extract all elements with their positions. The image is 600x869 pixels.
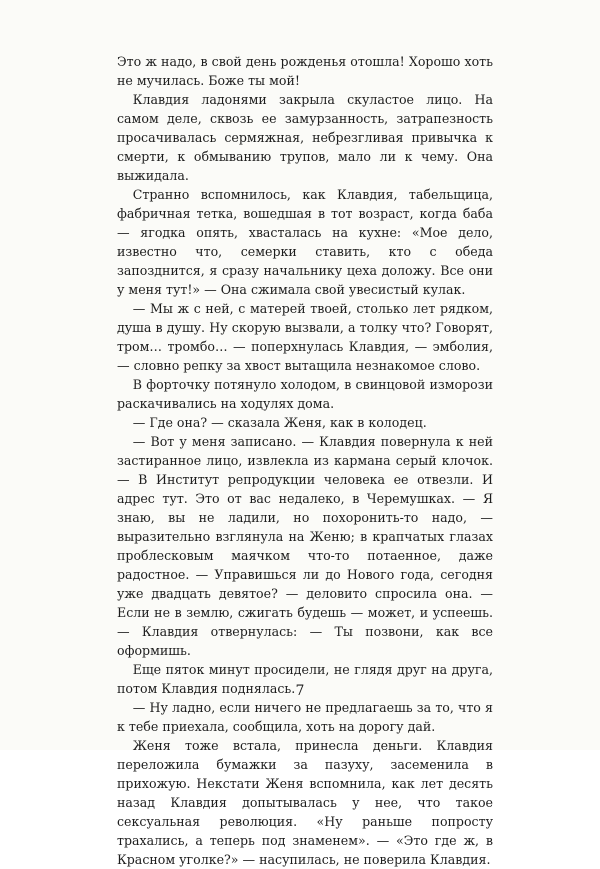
body-text <box>117 52 493 869</box>
paragraph: — Ну ладно, если ничего не предлагаешь за то, что я к тебе приехала, сообщила, хоть на дорогу дай. <box>117 700 493 734</box>
paragraph: В форточку потянуло холодом, в свинцовой изморози раскачивались на ходулях дома. <box>117 377 493 411</box>
paragraph: Еще пяток минут просидели, не глядя друг на друга, потом Клавдия поднялась. <box>117 662 493 696</box>
paragraph: — Где она? — сказала Женя, как в колодец. <box>132 415 427 430</box>
paragraph: — Мы ж с ней, с матерей твоей, столько лет рядком, душа в душу. Ну скорую вызвали, а толку что? Говорят, тром… тромбо… — поперхнулась Клавдия, — эмболия, — словно репку за хвост вытащила незнакомое слово. <box>117 301 493 373</box>
paragraph: Клавдия ладонями закрыла скуластое лицо. На самом деле, сквозь ее замурзанность, затрапезность просачивалась сермяжная, небрезгливая привычка к смерти, к обмыванию трупов, мало ли к чему. Она выжидала. <box>117 92 493 183</box>
paragraph: Это ж надо, в свой день рожденья отошла! Хорошо хоть не мучилась. Боже ты мой! <box>117 54 493 88</box>
page-number: 7 <box>295 683 305 699</box>
paragraph: Странно вспомнилось, как Клавдия, табельщица, фабричная тетка, вошедшая в тот возраст, когда баба — ягодка опять, хвасталась на кухне: «Мое дело, известно что, семерки ставить, кто с обеда запозднится, я сразу начальнику цеха доложу. Все они у меня тут!» — Она сжимала свой увесистый кулак. <box>117 187 493 297</box>
paragraph: — Вот у меня записано. — Клавдия повернула к ней застиранное лицо, извлекла из кармана серый клочок. — В Институт репродукции человека ее отвезли. И адрес тут. Это от вас недалеко, в Черемушках. — Я знаю, вы не ладили, но похоронить-то надо, — выразительно взглянула на Женю; в крапчатых глазах проблесковым маячком что-то потаенное, даже радостное. — Управишься ли до Нового года, сегодня уже двадцать девятое? — деловито спросила она. — Если не в землю, сжигать будешь — может, и успеешь. — Клавдия отвернулась: — Ты позвони, как все оформишь. <box>117 434 493 658</box>
paragraph: Женя тоже встала, принесла деньги. Клавдия переложила бумажки за пазуху, засеменила в прихожую. Некстати Женя вспомнила, как лет десять назад Клавдия допытывалась у нее, что такое сексуальная революция. «Ну раньше попросту трахались, а теперь под знаменем». — «Это где ж, в Красном уголке?» — насупилась, не поверила Клавдия. <box>117 738 493 867</box>
